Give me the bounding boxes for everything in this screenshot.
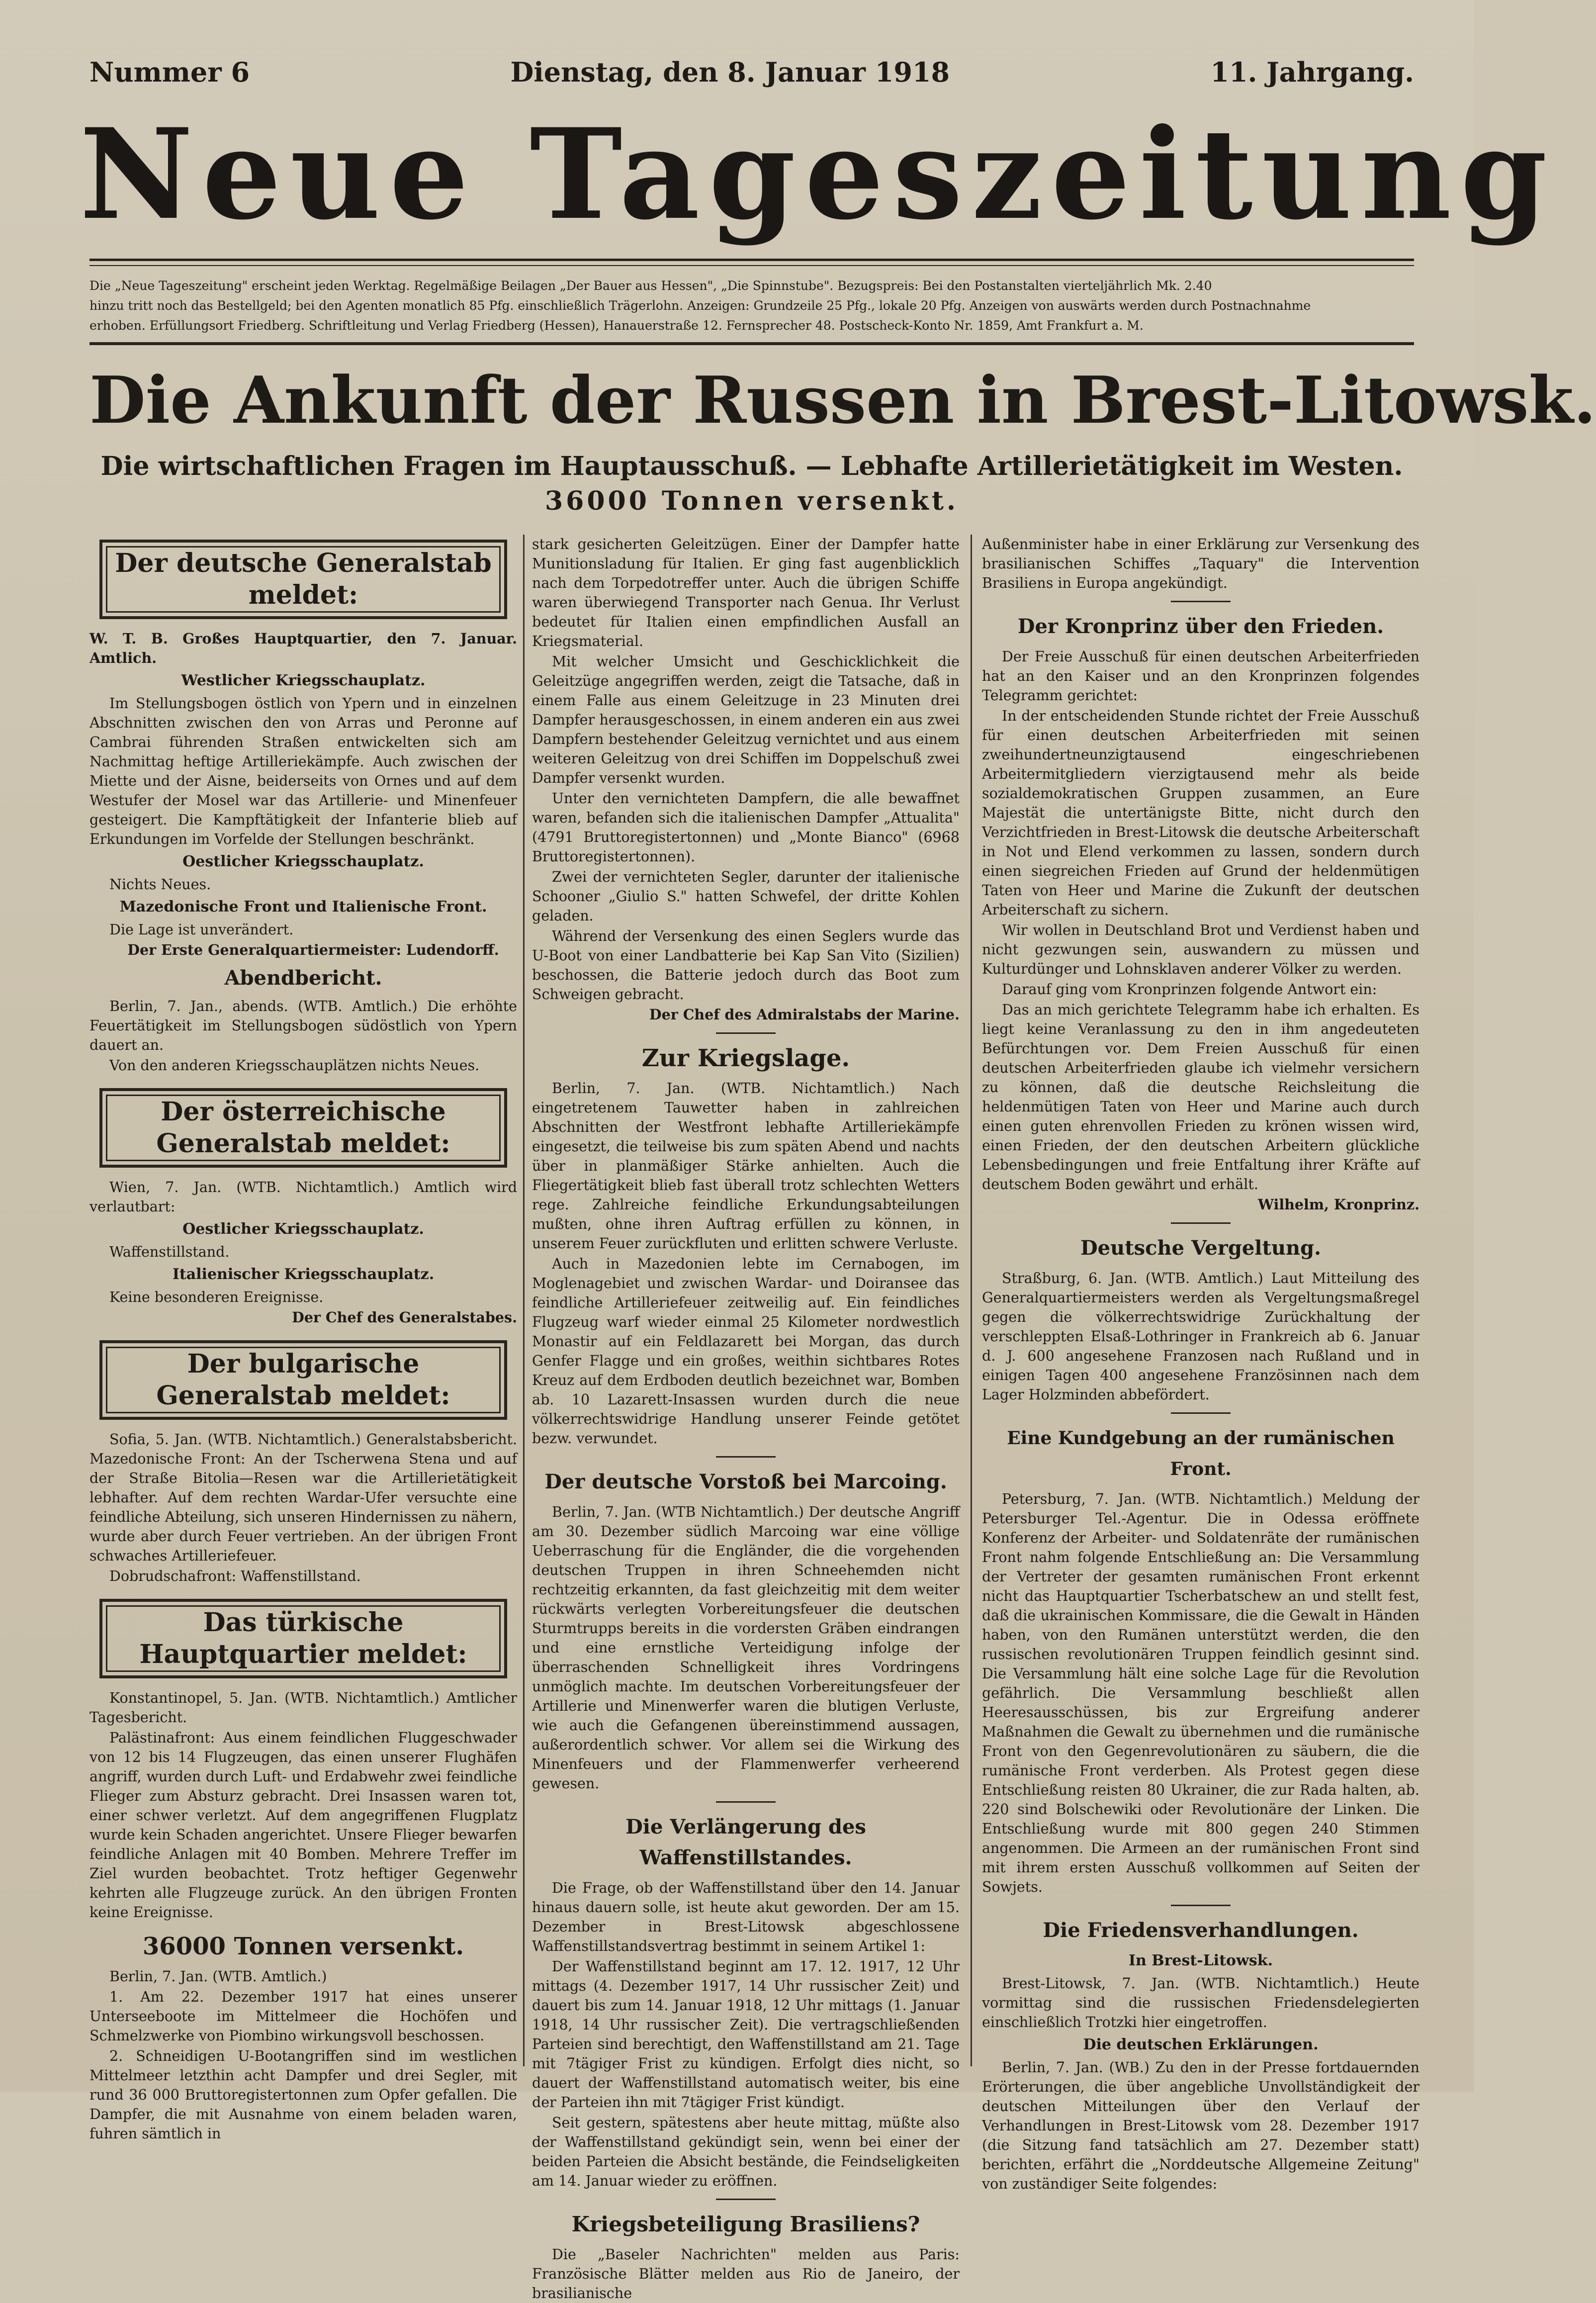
paragraph: Dobrudschafront: Waffenstillstand. <box>109 1568 361 1584</box>
subscription-line-3: erhoben. Erfüllungsort Friedberg. Schriftleitung und Verlag Friedberg (Hessen), Hanauerstraße 12. Fernsprecher 48. Postscheck-Konto Nr. 1859, Amt Frankfurt a. M. <box>89 318 1144 333</box>
paragraph: Der Freie Ausschuß für einen deutschen Arbeiterfrieden hat an den Kaiser und an den Kronprinzen folgendes Telegramm gerichtet: <box>982 648 1419 704</box>
paragraph: Im Stellungsbogen östlich von Ypern und in einzelnen Abschnitten zwischen den von Arras und Peronne auf Cambrai führenden Straßen entwickelten sich am Nachmittag heftige Artilleriekämpfe. Auch zwischen der Miette und der Aisne, beiderseits von Ornes und auf dem Westufer der Mosel war das Artillerie- und Minenfeuer gesteigert. Die Kampftätigkeit der Infanterie blieb auf Erkundungen im Vorfelde der Stellungen beschränkt. <box>89 695 517 847</box>
paragraph: Seit gestern, spätestens aber heute mittag, müßte also der Waffenstillstand gekündigt sein, wenn bei einer der beiden Parteien die Absicht bestände, die Feindseligkeiten am 14. Januar wieder zu eröffnen. <box>532 2115 960 2189</box>
header-line <box>89 55 1414 90</box>
paragraph: Die Lage ist unverändert. <box>109 921 294 938</box>
masthead-rule <box>89 259 1414 261</box>
subheading: Oestlicher Kriegsschauplatz. <box>182 1220 424 1238</box>
box-heading-german-staff: Der deutsche Generalstab meldet: <box>99 540 507 619</box>
paragraph: Auch in Mazedonien lebte im Cernabogen, im Moglenagebiet und zwischen Wardar- und Doiransee das feindliche Artilleriefeuer zeitweilig auf. Ein feindliches Flugzeug warf wieder einmal 25 Kilometer nordwestlich Monastir auf ein Feldlazarett bei Morgan, das durch Genfer Flagge und ein großes, weithin sichtbares Rotes Kreuz auf dem Erdboden deutlich bezeichnet war, Bomben ab. 10 Lazarett-Insassen wurden durch die neue völkerrechtswidrige Handlung unserer Feinde getötet bezw. verwundet. <box>532 1256 960 1447</box>
subscription-line-2: hinzu tritt noch das Bestellgeld; bei den Agenten monatlich 85 Pfg. einschließlich Trägerlohn. Anzeigen: Grundzeile 25 Pfg., lokale 20 Pfg. Anzeigen von auswärts werden durch Postnachnahme <box>89 298 1311 313</box>
paragraph: Berlin, 7. Jan. (WTB Nichtamtlich.) Der deutsche Angriff am 30. Dezember südlich Marcoing war eine völlige Ueberraschung für die Engländer, die die vorgehenden deutschen Truppen in ihren Schneehemden nicht rechtzeitig erkannten, da fast gleichzeitig mit dem weiter rückwärts verlegten Vorbereitungsfeuer die deutschen Sturmtrupps bereits in die vordersten Gräben eindrangen und eine ernstliche Verteidigung infolge der überraschenden Schnelligkeit ihres Vordringens unmöglich machte. Im deutschen Vorbereitungsfeuer der Artillerie und Minenwerfer waren die blutigen Verluste, wie auch die Gefangenen übereinstimmend aussagen, außerordentlich schwer. Vor allem sei die Wirkung des Minenfeuers und der Flammenwerfer verheerend gewesen. <box>532 1504 960 1792</box>
paragraph: Zwei der vernichteten Segler, darunter der italienische Schooner „Giulio S." hatten Schwefel, der dritte Kohlen geladen. <box>532 869 960 924</box>
subscription-rule <box>89 342 1414 345</box>
paragraph: Wir wollen in Deutschland Brot und Verdienst haben und nicht gezwungen sein, auswandern zu müssen und Kulturdünger und Lohnsklaven anderer Völker zu werden. <box>982 922 1419 977</box>
paragraph: Straßburg, 6. Jan. (WTB. Amtlich.) Laut Mitteilung des Generalquartiermeisters werden als Vergeltungsmaßregel gegen die völkerrechtswidrige Zurückhaltung der verschleppten Elsaß-Lothringer in Frankreich ab 6. Januar d. J. 600 angesehene Franzosen nach Rußland und in einigen Tagen 400 angesehene Französinnen nach dem Lager Holzminden abbefördert. <box>982 1270 1419 1403</box>
paragraph: Das an mich gerichtete Telegramm habe ich erhalten. Es liegt keine Veranlassung zu den in ihm angedeuteten Befürchtungen vor. Dem Freien Ausschuß für einen deutschen Arbeiterfrieden glaube ich vielmehr versichern zu können, daß die deutsche Reichsleitung die heldenmütigen Taten von Heer und Marine auch durch einen guten ehrenvollen Frieden zu krönen wissen wird, einen Frieden, der den deutschen Arbeitern glückliche Lebensbedingungen und freie Entfaltung ihrer Kräfte auf deutschem Boden gewährt und erhält. <box>982 1002 1419 1193</box>
paragraph: In der entscheidenden Stunde richtet der Freie Ausschuß für einen deutschen Arbeiterfrieden mit seinen zweihundertneunzigtausend eingeschriebenen Arbeitermitgliedern vierzigtausend mehr als beide sozialdemokratischen Gruppen zusammen, an Eure Majestät die untertänigste Bitte, nicht durch den Verzichtfrieden in Brest-Litowsk die deutsche Arbeiterschaft in Not und Elend verkommen zu lassen, sondern durch einen siegreichen Frieden auf Grund der heldenmütigen Taten von Heer und Marine die Zukunft der deutschen Arbeiterschaft zu sichern. <box>982 708 1419 918</box>
paragraph: Waffenstillstand. <box>109 1244 230 1260</box>
subheading: In Brest-Litowsk. <box>1128 1952 1273 1969</box>
signature: Wilhelm, Kronprinz. <box>1258 1196 1419 1213</box>
paragraph: Wien, 7. Jan. (WTB. Nichtamtlich.) Amtlich wird verlautbart: <box>89 1179 517 1215</box>
paragraph: Während der Versenkung des einen Seglers wurde das U-Boot von einer Landbatterie bei Kap San Vito (Sizilien) beschossen, die Batterie jedoch durch das Boot zum Schweigen gebracht. <box>532 928 960 1003</box>
issue-date: Dienstag, den 8. Januar 1918 <box>510 56 950 88</box>
sub-headline-2: 36000 Tonnen versenkt. <box>544 486 959 516</box>
section-rule <box>716 1801 776 1803</box>
subheading: Italienischer Kriegsschauplatz. <box>172 1266 435 1283</box>
paragraph: stark gesicherten Geleitzügen. Einer der Dampfer hatte Munitionsladung für Italien. Er ging fast augenblicklich nach dem Torpedotreffer unter. Auch die übrigen Schiffe waren überwiegend Transporter nach Genua. Ihr Verlust bedeutet für Italien einen empfindlichen Ausfall an Kriegsmaterial. <box>532 536 960 649</box>
box-heading-austrian-staff: Der österreichische Generalstab meldet: <box>99 1088 507 1168</box>
paragraph: Von den anderen Kriegsschauplätzen nichts Neues. <box>109 1057 480 1074</box>
section-heading: 36000 Tonnen versenkt. <box>142 1933 464 1960</box>
section-heading: Abendbericht. <box>224 966 382 990</box>
section-heading: Eine Kundgebung an der rumänischen Front. <box>1007 1428 1395 1479</box>
signature: Der Chef des Admiralstabs der Marine. <box>649 1006 960 1023</box>
main-headline: Die Ankunft der Russen in Brest-Litowsk. <box>89 362 1596 438</box>
section-heading: Die Friedensverhandlungen. <box>1043 1919 1359 1942</box>
subscription-line-1: Die „Neue Tageszeitung" erscheint jeden Werktag. Regelmäßige Beilagen „Der Bauer aus Hessen", „Die Spinnstube". Bezugspreis: Bei den Postanstalten vierteljährlich Mk. 2.40 <box>89 278 1212 293</box>
paragraph: Sofia, 5. Jan. (WTB. Nichtamtlich.) Generalstabsbericht. Mazedonische Front: An der Tscherwena Stena und auf der Straße Bitolia—Resen war die Artillerietätigkeit lebhafter. Auf dem rechten Wardar-Ufer versuchte eine feindliche Abteilung, sich unseren Hindernissen zu nähern, wurde aber durch Feuer vertrieben. An der übrigen Front schwaches Artilleriefeuer. <box>89 1431 517 1564</box>
paragraph: 2. Schneidigen U-Bootangriffen sind im westlichen Mittelmeer letzthin acht Dampfer und drei Segler, mit rund 36 000 Bruttoregistertonnen zum Opfer gefallen. Die Dampfer, die mit Ausnahme von einem beladen waren, fuhren sämtlich in <box>89 2048 517 2142</box>
subheading: Oestlicher Kriegsschauplatz. <box>182 853 424 870</box>
issue-number: Nummer 6 <box>89 56 250 88</box>
paragraph: 1. Am 22. Dezember 1917 hat eines unserer Unterseeboote im Mittelmeer die Hochöfen und Schmelzwerke von Piombino wirkungsvoll beschossen. <box>89 1989 517 2044</box>
paragraph: Keine besonderen Ereignisse. <box>109 1289 324 1305</box>
masthead-title: Neue Tageszeitung <box>80 101 1556 247</box>
masthead-rule-thin <box>89 265 1414 266</box>
column-3 <box>982 535 1419 2192</box>
subheading: Mazedonische Front und Italienische Front. <box>119 898 487 916</box>
volume-number: 11. Jahrgang. <box>1210 56 1414 88</box>
section-heading: Deutsche Vergeltung. <box>1080 1236 1322 1260</box>
paragraph: Unter den vernichteten Dampfern, die alle bewaffnet waren, befanden sich die italienischen Dampfer „Attualita" (4791 Bruttoregistertonnen) und „Monte Bianco" (6968 Bruttoregistertonnen). <box>532 790 960 865</box>
section-rule <box>1171 601 1231 602</box>
signature: Der Chef des Generalstabes. <box>292 1309 517 1326</box>
paragraph: Palästinafront: Aus einem feindlichen Fluggeschwader von 12 bis 14 Flugzeugen, das einen unserer Flughäfen angriff, wurden durch Luft- und Erdabwehr zwei feindliche Flieger zum Absturz gebracht. Drei Insassen waren tot, einer schwer verletzt. Auf dem angegriffenen Flugplatz wurde kein Schaden angerichtet. Unsere Flieger bewarfen feindliche Anlagen mit 40 Bomben. Mehrere Treffer im Ziel wurden beobachtet. Trotz heftiger Gegenwehr kehrten alle Flugzeuge zurück. An den übrigen Fronten keine Ereignisse. <box>89 1730 517 1921</box>
section-rule <box>1171 1905 1231 1906</box>
section-heading: Der Kronprinz über den Frieden. <box>1017 615 1384 638</box>
paragraph: Der Waffenstillstand beginnt am 17. 12. 1917, 12 Uhr mittags (4. Dezember 1917, 14 Uhr russischer Zeit) und dauert bis zum 14. Januar 1918, 12 Uhr mittags (1. Januar 1918, 14 Uhr russischer Zeit). Die vertragschließenden Parteien sind berechtigt, den Waffenstillstand am 21. Tage mit 7tägiger Frist zu kündigen. Erfolgt dies nicht, so dauert der Waffenstillstand automatisch weiter, bis eine der Parteien ihn mit 7tägiger Frist kündigt. <box>532 1958 960 2111</box>
paragraph: Darauf ging vom Kronprinzen folgende Antwort ein: <box>1002 981 1377 998</box>
paragraph: Konstantinopel, 5. Jan. (WTB. Nichtamtlich.) Amtlicher Tagesbericht. <box>89 1690 517 1726</box>
paragraph: Berlin, 7. Jan. (WTB. Nichtamtlich.) Nach eingetretenem Tauwetter haben in zahlreichen Abschnitten der Westfront lebhafte Artilleriekämpfe eingesetzt, die teilweise bis zum späten Abend und nachts über in planmäßiger Stärke anhielten. Auch die Fliegertätigkeit blieb fast überall trotz schlechten Wetters rege. Zahlreiche feindliche Erkundungsabteilungen mußten, ohne ihren Auftrag erfüllen zu können, in unserem Feuer zurückfluten und erlitten schwere Verluste. <box>532 1080 960 1252</box>
box-heading-bulgarian-staff: Der bulgarische Generalstab meldet: <box>99 1340 507 1420</box>
section-rule <box>1171 1222 1231 1224</box>
section-heading: Zur Kriegslage. <box>641 1044 850 1072</box>
section-heading: Die Verlängerung des Waffenstillstandes. <box>625 1815 866 1869</box>
section-rule <box>716 2199 776 2200</box>
section-heading: Der deutsche Vorstoß bei Marcoing. <box>544 1470 947 1493</box>
section-rule <box>716 1032 776 1034</box>
paragraph: Berlin, 7. Jan., abends. (WTB. Amtlich.) Die erhöhte Feuertätigkeit im Stellungsbogen südöstlich von Ypern dauert an. <box>89 998 517 1053</box>
paragraph: Petersburg, 7. Jan. (WTB. Nichtamtlich.) Meldung der Petersburger Tel.-Agentur. Die in Odessa eröffnete Konferenz der Arbeiter- und Soldatenräte der rumänischen Front nahm folgende Entschließung an: Die Versammlung der Vertreter der gesamten rumänischen Front erkennt nicht das Hauptquartier Tscherbatschew an und stellt fest, daß die ukrainischen Kommissare, die die Gewalt in Händen haben, von den Rumänen unterstützt werden, die den russischen revolutionären Truppen feindlich gesinnt sind. Die Versammlung hält eine solche Lage für die Revolution gefährlich. Die Versammlung beschließt allen Heeresausschüssen, bis zur Ergreifung anderer Maßnahmen die Gewalt zu übernehmen und die rumänische Front von den Gegenrevolutionären zu säubern, die die rumänische Front verderben. Als Protest gegen diese Entschließung reisten 80 Ukrainer, die zur Rada halten, ab. 220 sind Bolschewiki oder Revolutionäre der Linken. Die Entschließung wurde mit 800 gegen 240 Stimmen angenommen. Die Armeen an der rumänischen Front sind mit ihrem ersten Ausschuß vollkommen auf Seiten der Sowjets. <box>982 1491 1419 1895</box>
column-2 <box>532 535 960 2302</box>
sub-headline: Die wirtschaftlichen Fragen im Hauptausschuß. — Lebhafte Artillerietätigkeit im Westen. <box>100 451 1403 481</box>
subheading: Die deutschen Erklärungen. <box>1083 2036 1319 2053</box>
section-rule <box>716 1456 776 1458</box>
paragraph: Außenminister habe in einer Erklärung zur Versenkung des brasilianischen Schiffes „Taquary" die Intervention Brasiliens in Europa angekündigt. <box>982 536 1419 591</box>
signature: Der Erste Generalquartiermeister: Ludendorff. <box>127 941 499 958</box>
paragraph: Nichts Neues. <box>109 876 211 893</box>
paragraph: Berlin, 7. Jan. (WTB. Amtlich.) <box>109 1968 327 1985</box>
paragraph: Mit welcher Umsicht und Geschicklichkeit die Geleitzüge angegriffen werden, zeigt die Tatsache, daß in einem Falle aus einem Geleitzuge in 23 Minuten drei Dampfer herausgeschossen, in einem anderen ein aus zwei Dampfern bestehender Geleitzug vernichtet und aus einem weiteren Geleitzug von drei Schiffen im Doppelschuß zwei Dampfer versenkt wurden. <box>532 653 960 786</box>
paragraph: Brest-Litowsk, 7. Jan. (WTB. Nichtamtlich.) Heute vormittag sind die russischen Friedensdelegierten einschließlich Trotzki hier eingetroffen. <box>982 1975 1419 2030</box>
column-divider <box>523 535 525 2066</box>
column-1 <box>89 535 517 2142</box>
paragraph: Berlin, 7. Jan. (WB.) Zu den in der Presse fortdauernden Erörterungen, die über angebliche Unvollständigkeit der deutschen Mitteilungen über den Verlauf der Verhandlungen in Brest-Litowsk vom 28. Dezember 1917 (die Sitzung fand tatsächlich am 27. Dezember statt) berichten, erfährt die „Norddeutsche Allgemeine Zeitung" von zuständiger Seite folgendes: <box>982 2059 1419 2192</box>
section-rule <box>1171 1412 1231 1414</box>
column-divider <box>971 535 972 2066</box>
article-header: W. T. B. Großes Hauptquartier, den 7. Januar. Amtlich. <box>89 630 517 666</box>
subheading: Westlicher Kriegsschauplatz. <box>181 672 426 689</box>
subscription-info <box>89 276 1414 341</box>
section-heading: Kriegsbeteiligung Brasiliens? <box>571 2212 920 2236</box>
paragraph: Die Frage, ob der Waffenstillstand über den 14. Januar hinaus dauern solle, ist heute akut geworden. Der am 15. Dezember in Brest-Litowsk abgeschlossene Waffenstillstandsvertrag bestimmt in seinem Artikel 1: <box>532 1880 960 1954</box>
box-heading-turkish-hq: Das türkische Hauptquartier meldet: <box>99 1599 507 1678</box>
paragraph: Die „Baseler Nachrichten" melden aus Paris: Französische Blätter melden aus Rio de Janeiro, der brasilianische <box>532 2246 960 2302</box>
